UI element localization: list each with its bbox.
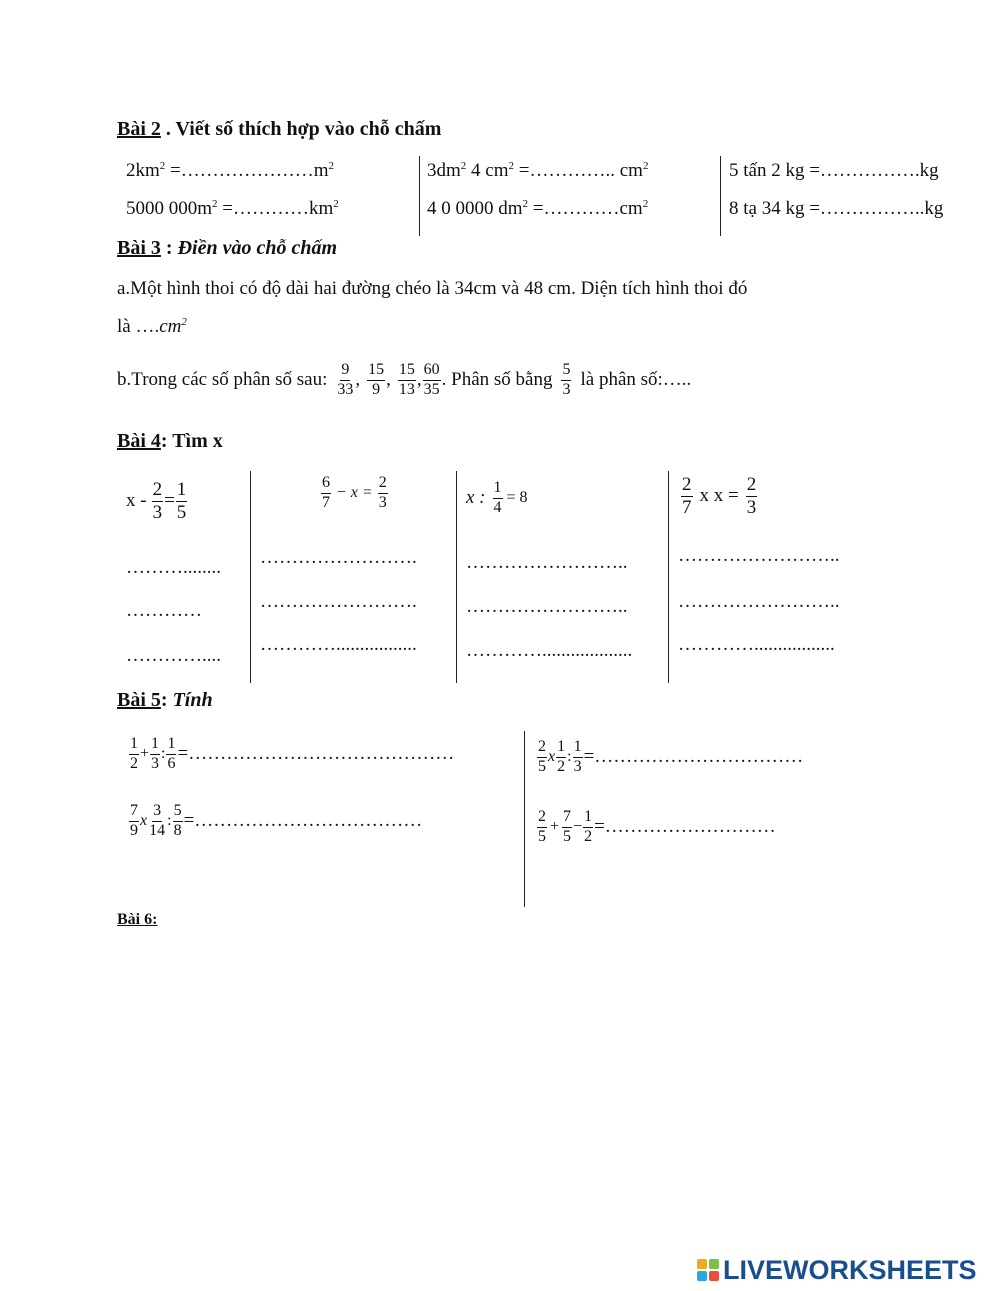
bai5-expr3: $\frac{7}{9}$ x $\frac{3}{14}$ : $\frac{5}{8}$ =……………………………… <box>130 802 423 839</box>
bai3-frac-4: $\frac{60}{35}$ <box>423 361 440 398</box>
bai4-eq4: $\frac{2}{7}$ x x = $\frac{2}{3}$ <box>682 474 757 518</box>
bai3-frac-target: $\frac{5}{3}$ <box>562 361 571 398</box>
bai4-c1-line3[interactable]: ………….... <box>126 645 221 666</box>
bai4-c2-line3[interactable]: …………................. <box>260 634 417 655</box>
bai4-c1-line2[interactable]: ………… <box>126 600 202 621</box>
bai4-title: Bài 4 <box>117 430 161 452</box>
bai3-title: Bài 3 <box>117 237 161 259</box>
bai4-eq3: x : $\frac{1}{4}$ = 8 <box>466 479 528 516</box>
logo-squares-icon <box>697 1259 719 1281</box>
bai2-r1c1: $2km^2$ $=\dots\dots\dots\dots\dots\dots\dots m^2$ <box>126 160 335 181</box>
bai4-c3-line3[interactable]: …………................... <box>466 640 633 661</box>
bai2-divider-1 <box>419 156 420 236</box>
bai5-title: Bài 5 <box>117 689 161 711</box>
bai4-divider-3 <box>668 471 669 683</box>
bai4-eq1: x - $\frac{2}{3}$ = $\frac{1}{5}$ <box>126 479 187 523</box>
logo-text: LIVEWORKSHEETS <box>723 1254 977 1285</box>
bai3-frac-3: $\frac{15}{13}$ <box>398 361 415 398</box>
bai2-r2c2: 4 0 0000 $dm^2$ $=\dots\dots\dots\dots cm^2$ <box>427 198 649 219</box>
bai3-subtitle: Điền vào chỗ chấm <box>177 237 338 259</box>
bai4-subtitle: : Tìm x <box>160 430 223 452</box>
bai4-c4-line2[interactable]: …………………….. <box>678 591 840 612</box>
bai4-c3-line1[interactable]: …………………….. <box>466 552 628 573</box>
bai3-b-line: b.Trong các số phân số sau: $\frac{9}{33}$ , $\frac{15}{9}$ , $\frac{15}{13}$ , $\frac{60}{35}$ . Phân số bằng $\frac{5}{3}$ là phân số:….. <box>117 361 692 398</box>
bai5-subtitle: Tính <box>172 689 213 711</box>
bai5-heading: Bài 5: Tính <box>117 689 213 711</box>
bai4-eq2: $\frac{6}{7}$ − x = $\frac{2}{3}$ <box>322 474 387 511</box>
bai2-r1c2: $3dm^2$ 4 $cm^2$ =………….. $cm^2$ <box>427 160 649 181</box>
bai5-divider <box>524 731 525 907</box>
bai2-r2c1: 5000 $000m^2$ $=\dots\dots\dots\dots km^2$ <box>126 198 339 219</box>
bai3-a-line1: a.Một hình thoi có độ dài hai đường chéo là 34cm và 48 cm. Diện tích hình thoi đó <box>117 278 748 299</box>
bai4-divider-1 <box>250 471 251 683</box>
bai4-heading <box>117 430 223 453</box>
bai4-c2-line2[interactable]: ……………………. <box>260 591 417 612</box>
bai2-subtitle: . Viết số thích hợp vào chỗ chấm <box>160 118 442 140</box>
bai2-heading <box>117 118 441 141</box>
bai2-title: Bài 2 <box>117 118 161 140</box>
bai2-r1c3: 5 tấn 2 kg =…………….kg <box>729 160 939 181</box>
bai6-title: Bài 6: <box>117 911 158 928</box>
bai4-c1-line1[interactable]: ………........ <box>126 557 221 578</box>
bai4-c3-line2[interactable]: …………………….. <box>466 596 628 617</box>
bai3-frac-2: $\frac{15}{9}$ <box>368 361 385 398</box>
bai4-c2-line1[interactable]: ……………………. <box>260 547 417 568</box>
bai5-expr4: $\frac{2}{5}$ + $\frac{7}{5}$ − $\frac{1}{2}$ =……………………… <box>538 808 776 845</box>
bai3-heading: Bài 3 : Điền vào chỗ chấm <box>117 237 338 259</box>
bai2-r2c3: 8 tạ 34 kg =……………..kg <box>729 198 944 219</box>
bai3-a-line2: là $\dots.cm^2$ <box>117 316 187 337</box>
bai4-c4-line3[interactable]: …………................. <box>678 634 835 655</box>
bai5-expr2: $\frac{2}{5}$ x $\frac{1}{2}$ : $\frac{1}{3}$ =…………………………… <box>538 738 804 775</box>
bai3-frac-1: $\frac{9}{33}$ <box>337 361 354 398</box>
liveworksheets-logo <box>697 1254 977 1286</box>
bai5-expr1: $\frac{1}{2}$ + $\frac{1}{3}$ : $\frac{1}{6}$ =…………………………………… <box>130 735 455 772</box>
bai4-divider-2 <box>456 471 457 683</box>
bai4-c4-line1[interactable]: …………………….. <box>678 545 840 566</box>
bai2-divider-2 <box>720 156 721 236</box>
